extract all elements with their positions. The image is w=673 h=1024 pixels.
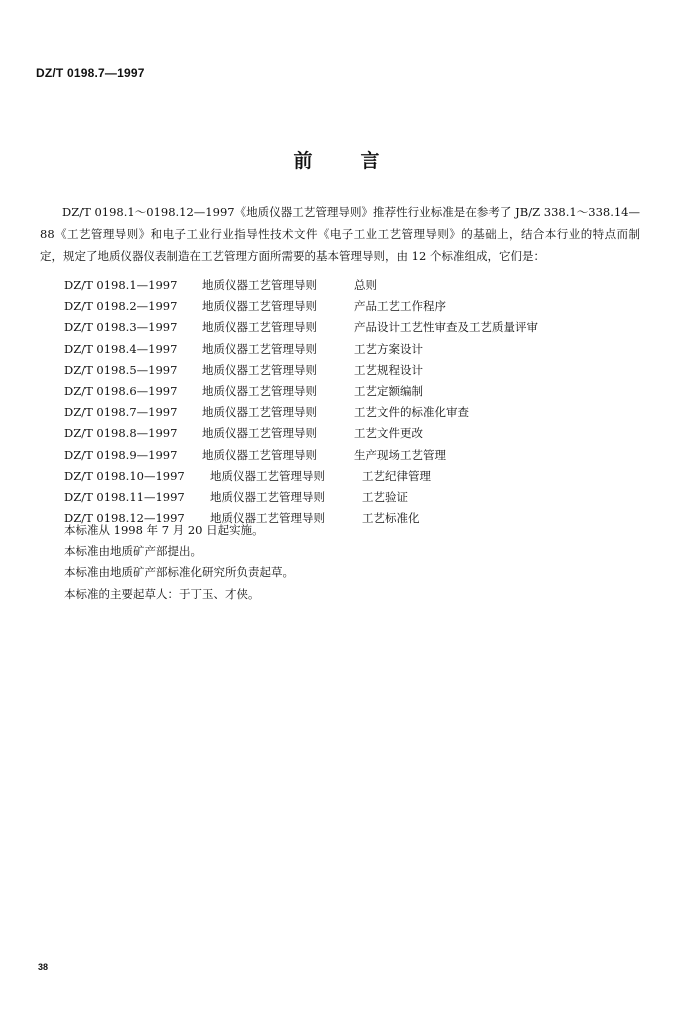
part-code: DZ/T 0198.3—1997 [64, 320, 178, 335]
part-code: DZ/T 0198.9—1997 [64, 447, 178, 462]
notes-list [64, 520, 294, 605]
note-drafted-by: 本标准由地质矿产部标准化研究所负责起草。 [64, 565, 294, 580]
part-series: 地质仪器工艺管理导则 [202, 362, 317, 377]
part-series: 地质仪器工艺管理导则 [210, 489, 325, 504]
part-code: DZ/T 0198.10—1997 [64, 468, 185, 483]
part-series: 地质仪器工艺管理导则 [202, 320, 317, 335]
part-topic: 工艺定额编制 [354, 383, 423, 398]
part-code: DZ/T 0198.8—1997 [64, 426, 178, 441]
standard-parts-list [64, 275, 538, 529]
list-item [64, 360, 538, 381]
list-item [64, 423, 538, 444]
list-item [64, 445, 538, 466]
part-code: DZ/T 0198.4—1997 [64, 341, 178, 356]
note-main-drafters: 本标准的主要起草人：于丁玉、才侠。 [64, 586, 260, 601]
part-series: 地质仪器工艺管理导则 [202, 447, 317, 462]
part-code: DZ/T 0198.6—1997 [64, 383, 178, 398]
list-item [64, 402, 538, 423]
part-code: DZ/T 0198.12—1997 [64, 511, 185, 526]
part-series: 地质仪器工艺管理导则 [202, 278, 317, 292]
note-proposed-by: 本标准由地质矿产部提出。 [64, 544, 202, 559]
part-code: DZ/T 0198.5—1997 [64, 362, 178, 377]
part-code: DZ/T 0198.11—1997 [64, 489, 185, 504]
part-series: 地质仪器工艺管理导则 [202, 341, 317, 356]
part-topic: 工艺规程设计 [354, 362, 423, 377]
standard-code-header: DZ/T 0198.7—1997 [36, 66, 145, 80]
part-topic: 工艺验证 [362, 489, 408, 504]
intro-paragraph: DZ/T 0198.1～0198.12—1997《地质仪器工艺管理导则》推荐性行业标准是在参考了 JB/Z 338.1～338.14—88《工艺管理导则》和电子工业行业指导性技术文件《电子工业工艺管理导则》的基础上，结合本行业的特点而制定，规定了地质仪器仪表制造在工艺管理方面所需要的基本管理导则，由 12 个标准组成，它们是： [40, 204, 640, 263]
page-title: 前言 [293, 150, 428, 172]
part-series: 地质仪器工艺管理导则 [210, 511, 325, 526]
part-series: 地质仪器工艺管理导则 [202, 383, 317, 398]
list-item [64, 339, 538, 360]
part-topic: 工艺纪律管理 [362, 468, 431, 483]
list-item [64, 296, 538, 317]
part-topic: 总则 [354, 278, 377, 292]
part-series: 地质仪器工艺管理导则 [202, 299, 317, 314]
part-topic: 生产现场工艺管理 [354, 447, 446, 462]
list-item [64, 381, 538, 402]
part-series: 地质仪器工艺管理导则 [210, 468, 325, 483]
part-series: 地质仪器工艺管理导则 [202, 426, 317, 441]
part-topic: 工艺文件的标准化审查 [354, 405, 469, 420]
part-topic: 产品工艺工作程序 [354, 299, 446, 314]
list-item [64, 317, 538, 338]
list-item [64, 466, 538, 487]
part-topic: 工艺标准化 [362, 511, 420, 526]
note-effective-date: 本标准从 1998 年 7 月 20 日起实施。 [64, 523, 264, 537]
part-code: DZ/T 0198.2—1997 [64, 299, 178, 314]
part-code: DZ/T 0198.1—1997 [64, 278, 178, 292]
part-code: DZ/T 0198.7—1997 [64, 405, 178, 420]
part-topic: 工艺方案设计 [354, 341, 423, 356]
part-topic: 工艺文件更改 [354, 426, 423, 441]
list-item [64, 275, 538, 296]
part-topic: 产品设计工艺性审查及工艺质量评审 [354, 320, 538, 335]
list-item [64, 487, 538, 508]
part-series: 地质仪器工艺管理导则 [202, 405, 317, 420]
page-number: 38 [38, 962, 49, 972]
